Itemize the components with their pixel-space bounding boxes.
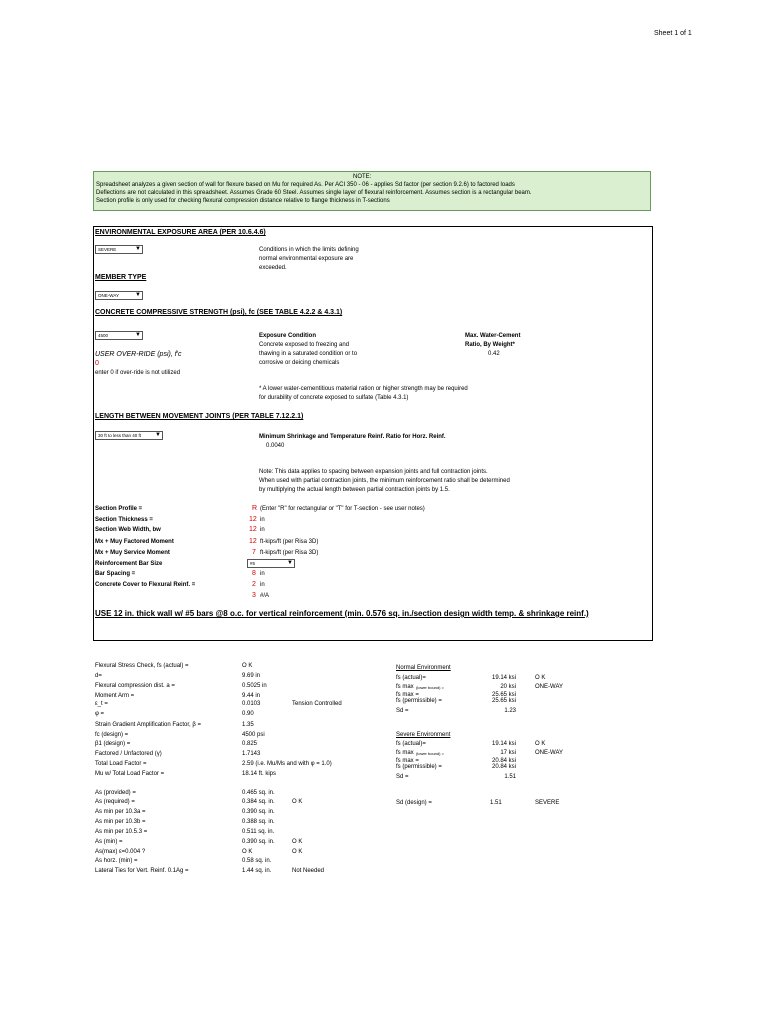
result-value: 2.59 (i.e. Mu/Ms and with φ = 1.0) (242, 761, 332, 767)
input-label: Mx + Muy Factored Moment (95, 539, 174, 545)
result-value: 0.58 sq. in. (242, 858, 272, 864)
exposure-heading: Exposure Condition (259, 333, 316, 339)
exposure-text: Concrete exposed to freezing and (259, 342, 350, 348)
env-select[interactable] (95, 245, 143, 254)
sd-design-label: Sd (design) = (396, 800, 432, 806)
env-row-label: fs max = (396, 758, 419, 764)
joints-select-value: 30 ft to less than 40 ft (98, 433, 142, 438)
joints-heading: LENGTH BETWEEN MOVEMENT JOINTS (PER TABLE 7.12.2.1) (95, 413, 304, 420)
result-label: Strain Gradient Amplification Factor, β = (95, 722, 201, 728)
result-extra: O K (292, 849, 303, 855)
result-value: O K (242, 849, 253, 855)
env-row-label: fs (actual)= (396, 741, 426, 747)
result-label: Mu w/ Total Load Factor = (95, 771, 165, 777)
joints-note: by multiplying the actual length between partial contraction joints by 1.5. (259, 487, 450, 493)
override-value[interactable]: 0 (95, 360, 99, 367)
env-row-small: (lower bound) = (416, 751, 444, 756)
sd-design-value: 1.51 (490, 800, 502, 806)
note-line: Section profile is only used for checking flexural compression distance relative to flange thickness in T-sections (96, 198, 390, 204)
result-label: Total Load Factor = (95, 761, 147, 767)
exposure-text: thawing in a saturated condition or to (259, 351, 358, 357)
bar-size-select[interactable] (247, 559, 295, 568)
result-value: 0.388 sq. in. (242, 819, 275, 825)
result-value: 9.44 in (242, 693, 261, 699)
concrete-footnote: * A lower water-cementitious material ration or higher strength may be required (259, 386, 468, 392)
env-heading: ENVIRONMENTAL EXPOSURE AREA (PER 10.6.4.6) (95, 229, 266, 236)
env-row-label: fs (permissible) = (396, 764, 442, 770)
input-label: Bar Spacing = (95, 571, 136, 577)
env-row-label: fs (actual)= (396, 675, 426, 681)
input-label: Section Profile = (95, 506, 143, 512)
input-value[interactable]: 8 (252, 570, 256, 577)
input-unit: #/A (260, 593, 270, 599)
shrink-heading: Minimum Shrinkage and Temperature Reinf. Ratio for Horz. Reinf. (259, 434, 446, 440)
result-label: As horz. (min) = (95, 858, 138, 864)
input-value[interactable]: R (252, 505, 258, 512)
result-value: 0.390 sq. in. (242, 839, 275, 845)
concrete-select[interactable] (95, 331, 143, 340)
env-row-label: fs (permissible) = (396, 698, 442, 704)
result-value: 1.44 sq. in. (242, 868, 272, 874)
result-label: Flexural compression dist. a = (95, 683, 175, 689)
env-row-value: 1.51 (504, 774, 516, 780)
env-desc: exceeded. (259, 265, 287, 271)
severe-env-heading: Severe Environment (396, 732, 451, 738)
concrete-footnote: for durability of concrete exposed to sulfate (Table 4.3.1) (259, 395, 409, 401)
joints-note: Note: This data applies to spacing between expansion joints and full contraction joints. (259, 469, 488, 475)
member-heading: MEMBER TYPE (95, 274, 147, 281)
env-row-value: 1.23 (504, 708, 516, 714)
joints-select[interactable] (95, 431, 163, 440)
result-label: As(max) ε=0.004 ? (95, 849, 146, 855)
env-row-label: Sd = (396, 708, 409, 714)
result-value: 1.7143 (242, 751, 261, 757)
env-row-value: 25.65 ksi (491, 698, 516, 704)
result-label: fc (design) = (95, 732, 129, 738)
input-label: Section Web Width, bw (95, 527, 161, 533)
wc-value: 0.42 (488, 351, 500, 357)
result-value: 9.69 in (242, 673, 261, 679)
concrete-select-value: 4500 (98, 333, 109, 338)
exposure-text: corrosive or deicing chemicals (259, 360, 340, 366)
result-label: As min per 10.5.3 = (95, 829, 148, 835)
env-row-extra: O K (535, 741, 546, 747)
result-value: 0.384 sq. in. (242, 799, 275, 805)
input-label: Concrete Cover to Flexural Reinf. = (95, 582, 196, 588)
input-unit: in (260, 571, 265, 577)
chevron-down-icon: ▼ (135, 292, 141, 298)
env-row-label: Sd = (396, 774, 409, 780)
normal-env-heading: Normal Environment (396, 665, 451, 671)
input-label: Reinforcement Bar Size (95, 561, 163, 567)
input-value[interactable]: 2 (252, 581, 256, 588)
wc-heading: Ratio, By Weight* (465, 342, 515, 348)
result-label: φ = (95, 711, 105, 717)
env-desc: normal environmental exposure are (259, 256, 354, 262)
result-label: As (required) = (95, 799, 135, 805)
concrete-heading: CONCRETE COMPRESSIVE STRENGTH (psi), fc (SEE TABLE 4.2.2 & 4.3.1) (95, 309, 343, 316)
env-select-value: SEVERE (98, 247, 117, 252)
result-extra: O K (292, 839, 303, 845)
result-label: Lateral Ties for Vert. Reinf. 0.1Ag = (95, 868, 189, 874)
sheet-label: Sheet 1 of 1 (654, 30, 692, 37)
env-row-value: 25.65 ksi (491, 692, 516, 698)
env-row-extra: O K (535, 675, 546, 681)
result-extra: Not Needed (292, 868, 325, 874)
env-row-value: 20.84 ksi (491, 758, 516, 764)
wc-heading: Max. Water-Cement (465, 333, 521, 339)
env-row-value: 20.84 ksi (491, 764, 516, 770)
input-value[interactable]: 3 (252, 592, 256, 599)
input-label: Section Thickness = (95, 517, 153, 523)
member-select[interactable] (95, 291, 143, 300)
result-label: As min per 10.3b = (95, 819, 146, 825)
input-unit: in (260, 517, 265, 523)
result-label: d= (95, 673, 102, 679)
result-value: 0.390 sq. in. (242, 809, 275, 815)
input-value[interactable]: 12 (249, 526, 257, 533)
env-row-label: fs max (396, 750, 414, 756)
chevron-down-icon: ▼ (135, 246, 141, 252)
input-unit: ft-kips/ft (per Risa 3D) (260, 550, 319, 556)
result-label: ε_t = (95, 701, 108, 707)
result-value: 0.90 (242, 711, 254, 717)
input-unit: in (260, 527, 265, 533)
note-box (93, 171, 651, 211)
env-row-value: 19.14 ksi (491, 741, 516, 747)
env-row-label: fs max (396, 684, 414, 690)
input-unit: in (260, 582, 265, 588)
input-value[interactable]: 7 (252, 549, 256, 556)
env-desc: Conditions in which the limits defining (259, 247, 359, 253)
override-label: USER OVER-RIDE (psi), f'c (95, 351, 182, 358)
result-value: 0.0103 (242, 701, 261, 707)
env-row-extra: ONE-WAY (535, 750, 563, 756)
note-line: Deflections are not calculated in this spreadsheet. Assumes Grade 60 Steel. Assumes single layer of flexural reinforcement. Assumes section is a rectangular beam. (96, 190, 532, 196)
input-unit: ft-kips/ft (per Risa 3D) (260, 539, 319, 545)
input-unit: (Enter "R" for rectangular or "T" for T-section - see user notes) (260, 506, 425, 512)
member-select-value: ONE-WAY (98, 293, 119, 298)
input-label: Mx + Muy Service Moment (95, 550, 170, 556)
result-value: 0.5025 in (242, 683, 267, 689)
note-title: NOTE: (353, 174, 372, 180)
sd-design-extra: SEVERE (535, 800, 560, 806)
result-value: 1.35 (242, 722, 254, 728)
result-extra: O K (292, 799, 303, 805)
env-row-value: 20 ksi (500, 684, 516, 690)
result-label: Moment Arm = (95, 693, 135, 699)
override-note: enter 0 if over-ride is not utilized (95, 370, 181, 376)
result-label: As min per 10.3a = (95, 809, 146, 815)
chevron-down-icon: ▼ (135, 332, 141, 338)
joints-note: When used with partial contraction joints, the minimum reinforcement ratio shall be determined (259, 478, 510, 484)
result-value: 18.14 ft. kips (242, 771, 277, 777)
result-value: 4500 psi (242, 732, 265, 738)
env-row-value: 17 ksi (500, 750, 516, 756)
result-value: O K (242, 663, 253, 669)
result-text: USE 12 in. thick wall w/ #5 bars @8 o.c. for vertical reinforcement (min. 0.576 sq. in./section design width temp. & shrinkage reinf.) (95, 609, 589, 618)
input-value[interactable]: 12 (249, 538, 257, 545)
env-row-extra: ONE-WAY (535, 684, 563, 690)
result-label: Factored / Unfactored (γ) (95, 751, 162, 757)
bar-size-value: #5 (250, 561, 256, 566)
note-line: Spreadsheet analyzes a given section of wall for flexure based on Mu for required As. Per ACI 350 - 06 - applies Sd factor (per section 9.2.6) to factored loads (96, 182, 515, 188)
result-label: As (min) = (95, 839, 123, 845)
result-value: 0.825 (242, 741, 258, 747)
input-value[interactable]: 12 (249, 516, 257, 523)
shrink-value: 0.0040 (266, 443, 285, 449)
result-extra: Tension Controlled (292, 701, 342, 707)
result-label: β1 (design) = (95, 741, 131, 747)
chevron-down-icon: ▼ (287, 560, 293, 566)
chevron-down-icon: ▼ (155, 432, 161, 438)
result-value: 0.511 sq. in. (242, 829, 275, 835)
result-value: 0.465 sq. in. (242, 790, 275, 796)
env-row-value: 19.14 ksi (491, 675, 516, 681)
result-label: Flexural Stress Check, fs (actual) = (95, 663, 189, 669)
result-label: As (provided) = (95, 790, 136, 796)
env-row-small: (lower bound) = (416, 685, 444, 690)
env-row-label: fs max = (396, 692, 419, 698)
